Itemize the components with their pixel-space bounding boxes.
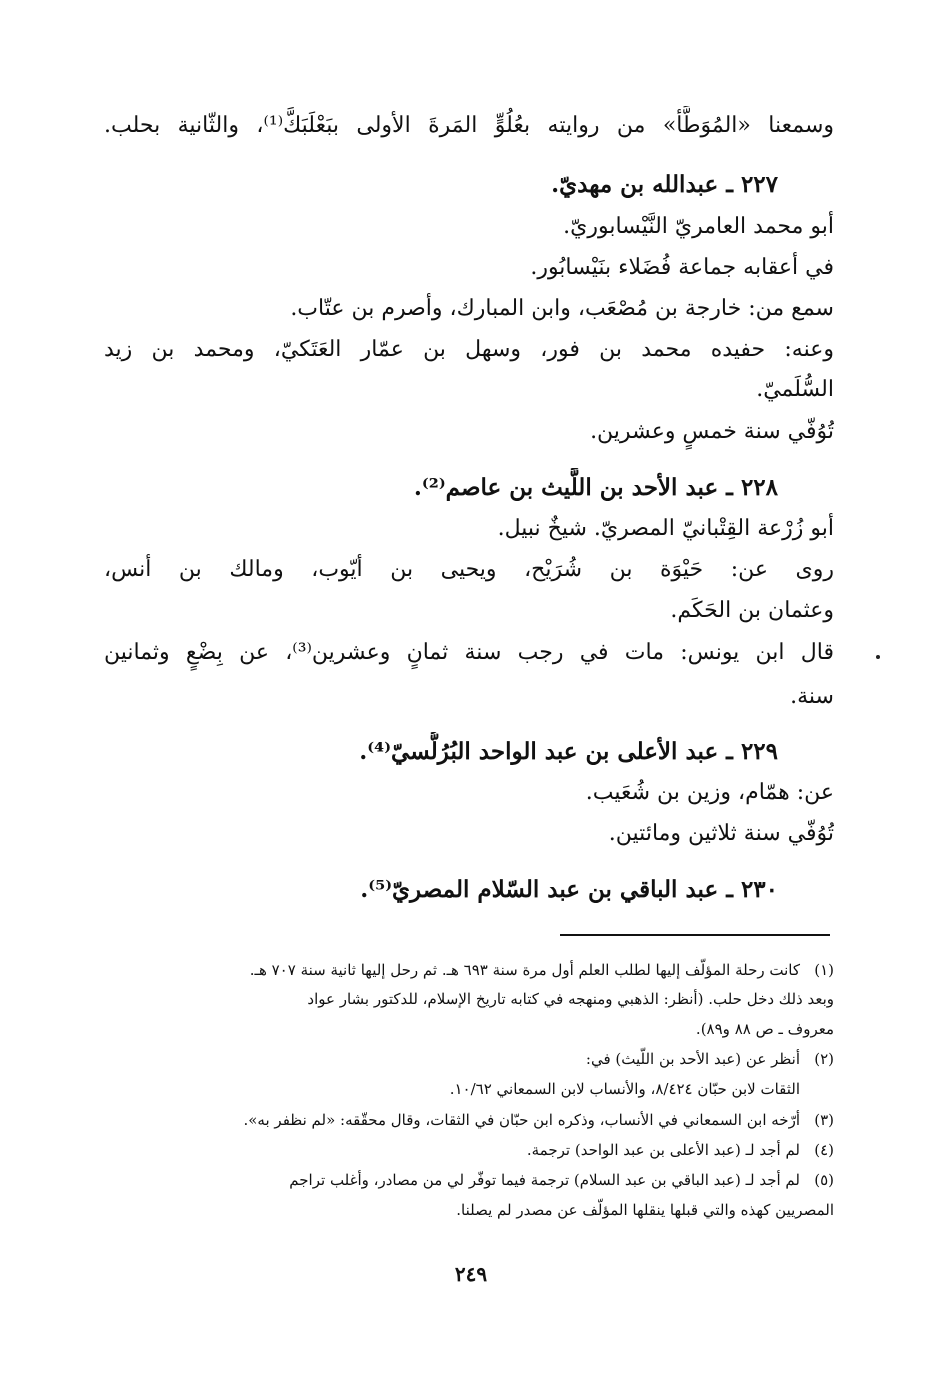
entry-heading-229: ٢٢٩ ـ عبد الأعلى بن عبد الواحد البُرُلُّسيّ⁽⁴⁾.	[359, 738, 778, 765]
text-line: سنة.	[790, 684, 834, 709]
text-line: وعثمان بن الحَكَم.	[670, 598, 834, 623]
entry-heading-230: ٢٣٠ ـ عبد الباقي بن عبد السّلام المصريّ⁽⁵⁾.	[360, 876, 778, 903]
text-line: في أعقابه جماعة فُضَلاء بنَيْسابُور.	[530, 255, 834, 280]
footnote-separator	[560, 934, 830, 936]
footnote-line: الثقات لابن حبّان ٨/٤٢٤، والأنساب لابن السمعاني ١٠/٦٢.	[449, 1080, 800, 1098]
text-line: السُّلَميّ.	[756, 377, 834, 402]
footnote-number: (٥)	[814, 1171, 834, 1189]
text-line: أبو محمد العامريّ النَّيْسابوريّ.	[563, 214, 834, 239]
footnote-line: وبعد ذلك دخل حلب. (أنظر: الذهبي ومنهجه في كتابه تاريخ الإسلام، للدكتور بشار عواد	[307, 990, 834, 1008]
footnote-text: لم أجد لـ (عبد الباقي بن عبد السلام) ترجمة فيما توفّر لي من مصادر، وأغلب تراجم	[289, 1171, 800, 1189]
text-line: تُوُفّي سنة خمسٍ وعشرين.	[590, 419, 834, 444]
footnote-line	[104, 1045, 834, 1073]
footnote-text: كانت رحلة المؤلّف إليها لطلب العلم أول مرة سنة ٦٩٣ هـ. ثم رحل إليها ثانية سنة ٧٠٧ هـ.	[249, 961, 800, 979]
entry-heading-227: ٢٢٧ ـ عبدالله بن مهديّ.	[551, 171, 778, 198]
text-line: قال ابن يونس: مات في رجب سنة ثمانٍ وعشرين⁽³⁾، عن بِضْعٍ وثمانين	[104, 640, 834, 665]
footnote-line	[104, 956, 834, 984]
entry-heading-228: ٢٢٨ ـ عبد الأحد بن اللَّيث بن عاصم⁽²⁾.	[413, 474, 778, 501]
footnote-number: (١)	[814, 961, 834, 979]
footnote-text: لم أجد لـ (عبد الأعلى بن عبد الواحد) ترجمة.	[526, 1141, 800, 1159]
footnote-line	[104, 1106, 834, 1134]
text-line: تُوُفّي سنة ثلاثين ومائتين.	[608, 821, 834, 846]
footnote-line	[104, 1136, 834, 1164]
text-line: أبو زُرْعة القِتْبانيّ المصريّ. شيخٌ نبيل.	[497, 516, 834, 541]
footnote-line: المصريين كهذه والتي قبلها ينقلها المؤلّف عن مصدر لم يصلنا.	[456, 1201, 834, 1219]
text-line: عن: همّام، وزين بن شُعَيب.	[585, 780, 834, 805]
footnote-number: (٤)	[814, 1141, 834, 1159]
footnote-line: معروف ـ ص ٨٨ و٨٩).	[695, 1020, 834, 1038]
footnote-text: أرّخه ابن السمعاني في الأنساب، وذكره ابن حبّان في الثقات، وقال محقّقه: «لم نظفر به».	[243, 1111, 800, 1129]
stray-dot	[876, 655, 880, 659]
page-number: ٢٤٩	[454, 1262, 488, 1286]
footnote-number: (٣)	[814, 1111, 834, 1129]
text-line: وعنه: حفيده محمد بن فور، وسهل بن عمّار العَتَكيّ، ومحمد بن زيد	[104, 337, 834, 362]
text-line: سمع من: خارجة بن مُصْعَب، وابن المبارك، وأصرم بن عتّاب.	[290, 296, 834, 321]
footnote-line	[104, 1166, 834, 1194]
text-line: وسمعنا «المُوَطَّأ» من روايته بعُلُوٍّ المَرةَ الأولى ببَعْلَبَكَّ⁽¹⁾، والثّانية بحلب.	[104, 113, 834, 138]
footnote-number: (٢)	[814, 1050, 834, 1068]
footnote-text: أنظر عن (عبد الأحد بن اللّيث) في:	[585, 1050, 800, 1068]
text-line: روى عن: حَيْوَة بن شُرَيْح، ويحيى بن أيّوب، ومالك بن أنس،	[104, 557, 834, 582]
